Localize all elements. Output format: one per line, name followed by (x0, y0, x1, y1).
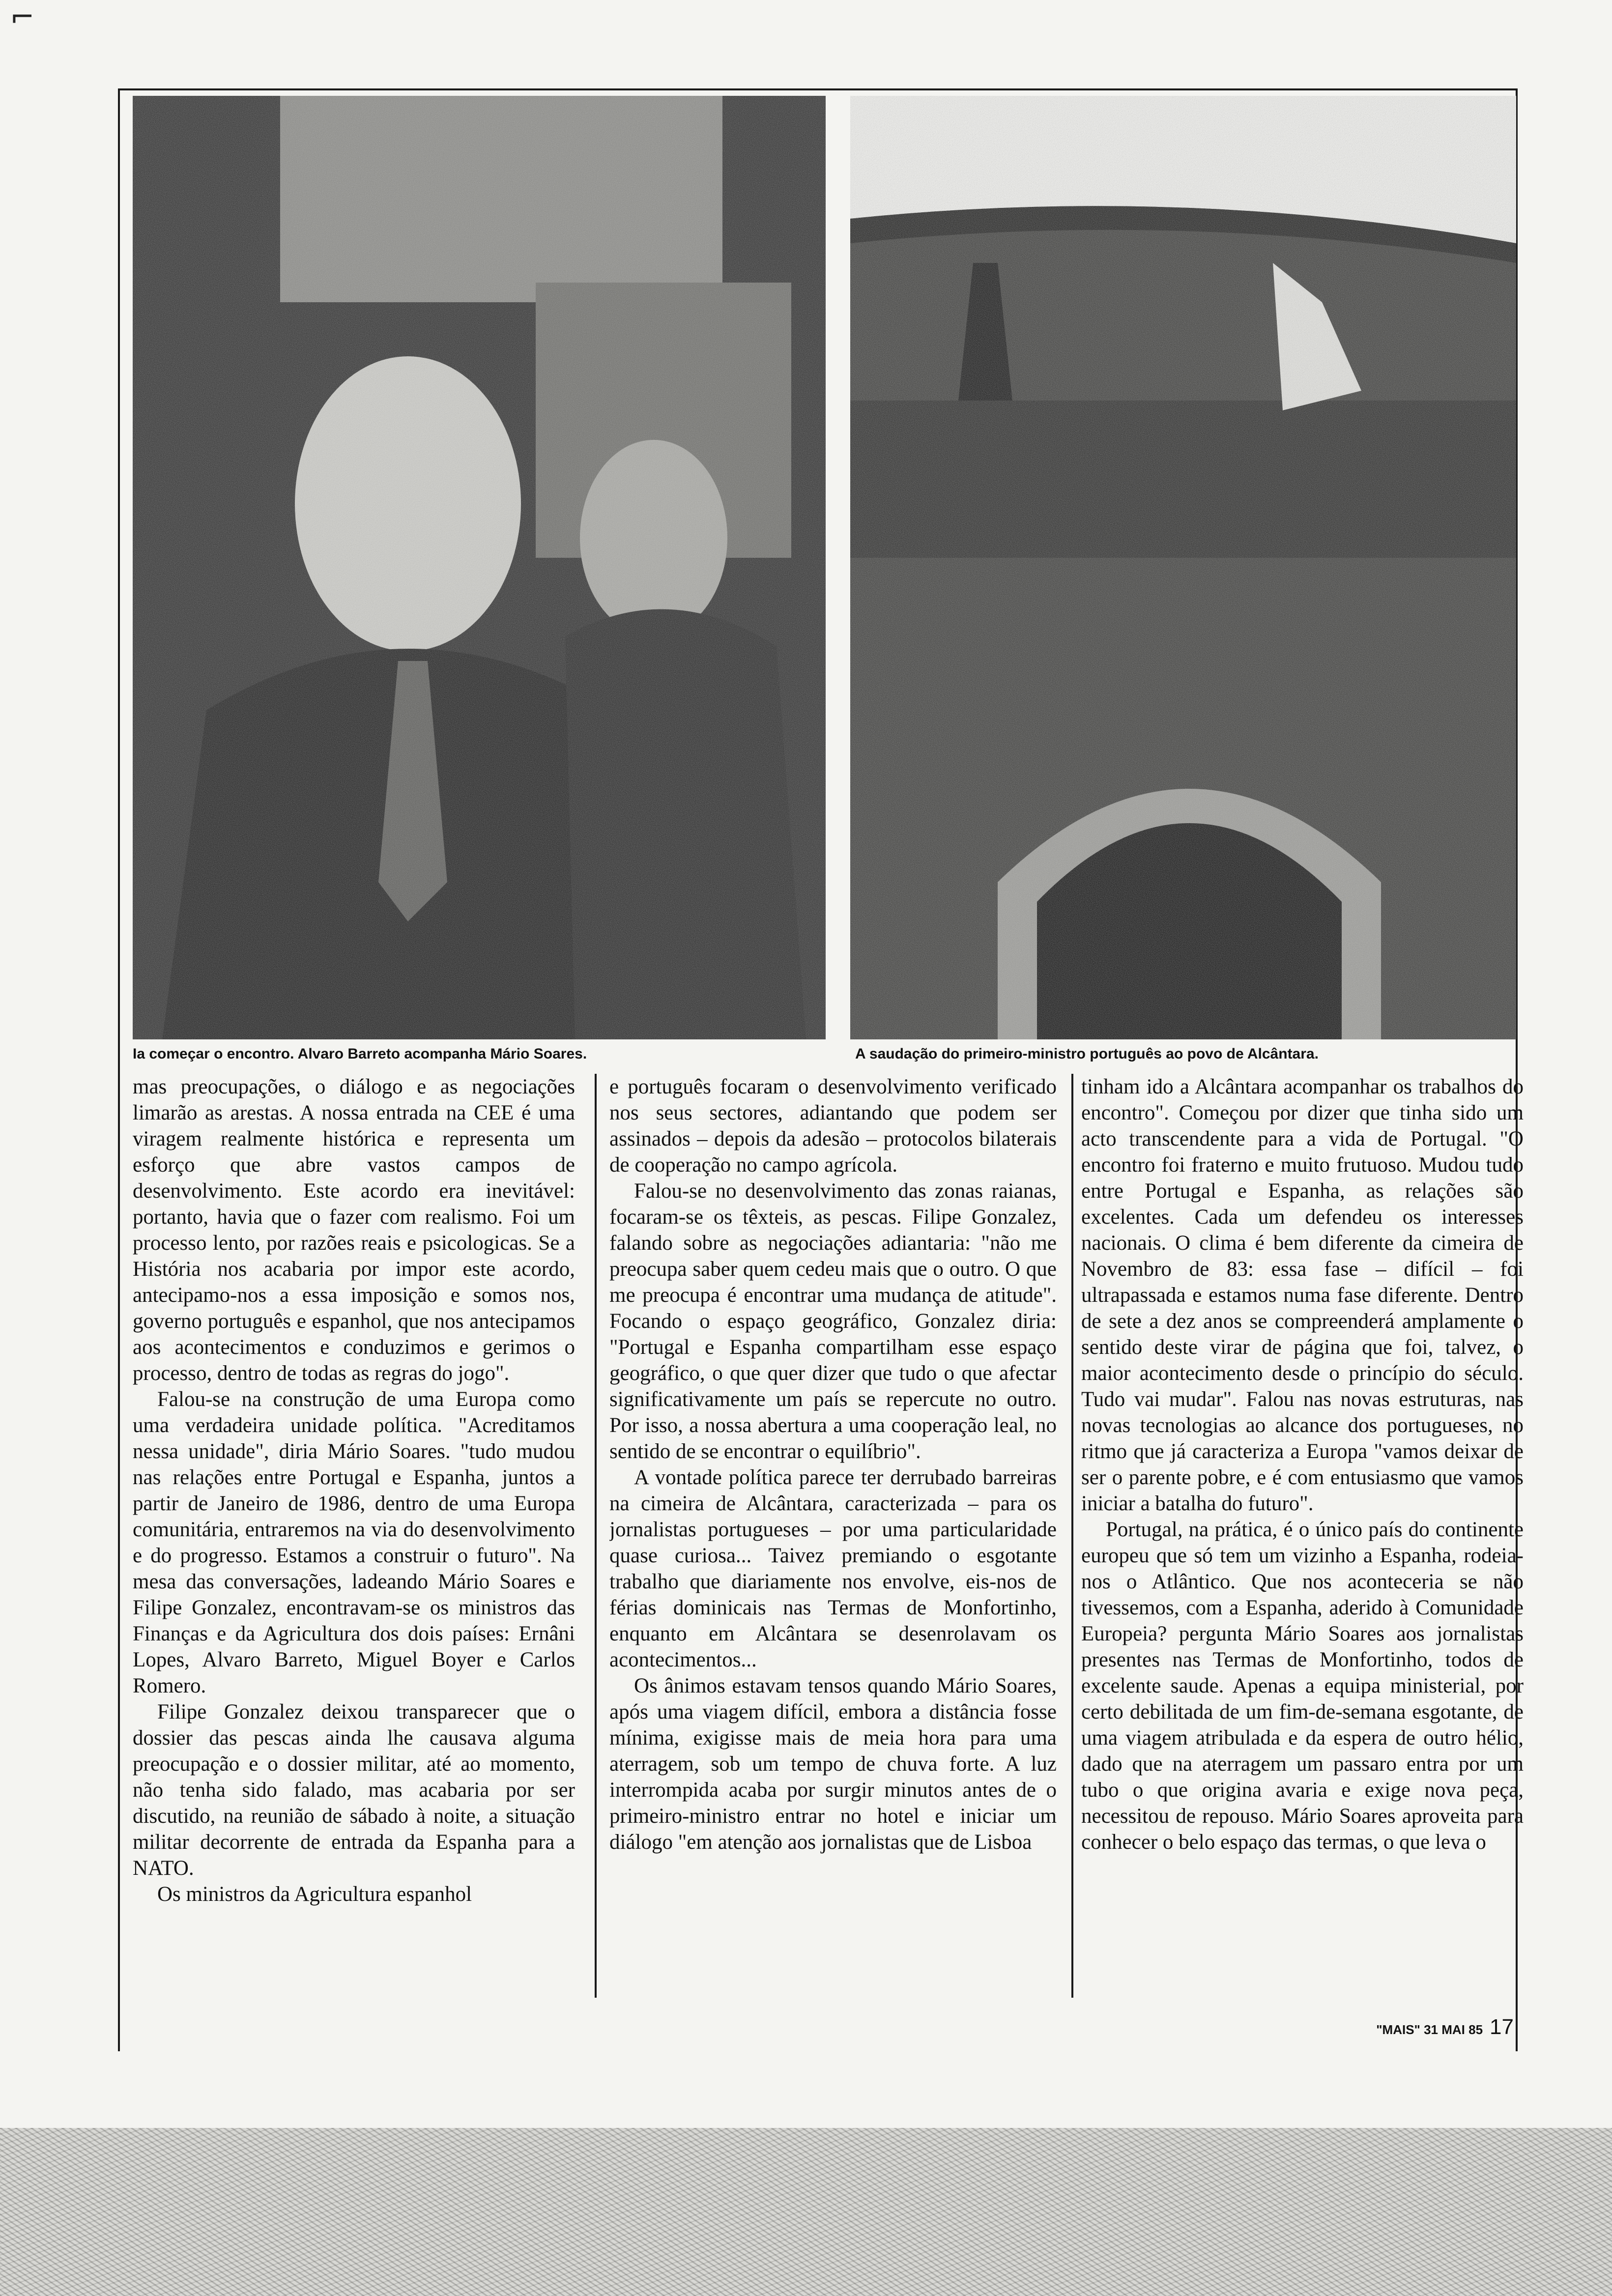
column-divider (1071, 1074, 1073, 1998)
article-paragraph: tinham ido a Alcântara acompanhar os trabalhos do encontro". Começou por dizer que tinha sido um acto transcendente para a vida de Portugal. "O encontro foi fraterno e muito frutuoso. Mudou tudo entre Portugal e Espanha, as relações são excelentes. Cada um defendeu os interesses nacionais. O clima é bem diferente da cimeira de Novembro de 83: essa fase – difícil – foi ultrapassada e estamos numa fase diferente. Dentro de sete a dez anos se compreenderá amplamente o sentido deste virar de página que foi, talvez, o maior acontecimento desde o princípio do século. Tudo vai mudar". Falou nas novas estruturas, nas novas tecnologias ao alcance dos portugueses, no ritmo que já caracteriza a Europa "vamos deixar de ser o parente pobre, e é com entusiasmo que vamos iniciar a batalha do futuro". (1081, 1075, 1524, 1515)
column-divider (595, 1074, 597, 1998)
photo-left-caption: Ia começar o encontro. Alvaro Barreto acompanha Mário Soares. (133, 1046, 587, 1062)
photo-soares-barreto (133, 96, 826, 1039)
scan-noise-band (0, 2128, 1612, 2296)
page-footer (1376, 2015, 1514, 2039)
article-paragraph: Portugal, na prática, é o único país do continente europeu que só tem um vizinho a Espanha, rodeia-nos o Atlântico. Que nos aconteceria se não tivessemos, com a Espanha, aderido à Comunidade Europeia? pergunta Mário Soares aos jornalistas presentes nas Termas de Monfortinho, todos de excelente saude. Apenas a equipa ministerial, por certo debilitada de um fim-de-semana esgotante, de uma viagem atribulada e da espera de outro hélio, dado que na aterragem um passaro entra por um tubo o que origina avaria e exige nova peça, necessitou de repouso. Mário Soares aproveita para conhecer o belo espaço das termas, o que leva o (1081, 1518, 1524, 1854)
page-number: 17 (1490, 2015, 1514, 2039)
photo-alcantara-building (850, 96, 1516, 1039)
article-column-1 (133, 1074, 575, 1998)
article-paragraph: A vontade política parece ter derrubado barreiras na cimeira de Alcântara, caracterizada – para os jornalistas portugueses – por uma particularidade quase curiosa... Taivez premiando o esgotante trabalho que diariamente nos envolve, eis-nos de férias dominicais nas Termas de Monfortinho, enquanto em Alcântara se desenrolavam os acontecimentos... (609, 1466, 1057, 1671)
article-paragraph: mas preocupações, o diálogo e as negociações limarão as arestas. A nossa entrada na CEE é uma viragem realmente histórica e representa um esforço que abre vastos campos de desenvolvimento. Este acordo era inevitável: portanto, havia que o fazer com realismo. Foi um processo lento, por razões reais e psicologicas. Se a História nos acabaria por impor este acordo, antecipamo-nos a essa imposição e somos nos, governo português e espanhol, que nos antecipamos aos acontecimentos e conduzimos e gerimos o processo, dentro de todas as regras do jogo". (133, 1075, 575, 1385)
scan-corner-mark: ⌐ (10, 0, 35, 34)
article-paragraph: Os ministros da Agricultura espanhol (157, 1883, 472, 1906)
article-paragraph: Falou-se na construção de uma Europa como uma verdadeira unidade política. "Acreditamos nessa unidade", diria Mário Soares. "tudo mudou nas relações entre Portugal e Espanha, juntos a partir de Janeiro de 1986, dentro de uma Europa comunitária, entraremos na via do desenvolvimento e do progresso. Estamos a construir o futuro". Na mesa das conversações, ladeando Mário Soares e Filipe Gonzalez, encontravam-se os ministros das Finanças e da Agricultura dos dois países: Ernâni Lopes, Alvaro Barreto, Miguel Boyer e Carlos Romero. (133, 1388, 575, 1697)
photo-right-caption: A saudação do primeiro-ministro português ao povo de Alcântara. (855, 1046, 1319, 1062)
article-paragraph: Os ânimos estavam tensos quando Mário Soares, após uma viagem difícil, embora a distância fosse mínima, exigisse mais de meia hora para uma aterragem, sob um tempo de chuva forte. A luz interrompida acaba por surgir minutos antes de o primeiro-ministro entrar no hotel e iniciar um diálogo "em atenção aos jornalistas que de Lisboa (609, 1674, 1057, 1854)
photo-left-image (133, 96, 826, 1039)
photo-right-image (850, 96, 1516, 1039)
article-column-3 (1081, 1074, 1524, 1998)
article-paragraph: Filipe Gonzalez deixou transparecer que o dossier das pescas ainda lhe causava alguma preocupação e o dossier militar, até ao momento, não tenha sido falado, mas acabaria por ser discutido, na reunião de sábado à noite, a situação militar decorrente de entrada da Espanha para a NATO. (133, 1700, 575, 1880)
publication-dateline: "MAIS" 31 MAI 85 (1376, 2022, 1483, 2037)
article-column-2 (609, 1074, 1057, 1998)
article-paragraph: e português focaram o desenvolvimento verificado nos seus sectores, adiantando que podem ser assinados – depois da adesão – protocolos bilaterais de cooperação no campo agrícola. (609, 1075, 1057, 1177)
article-paragraph: Falou-se no desenvolvimento das zonas raianas, focaram-se os têxteis, as pescas. Filipe Gonzalez, falando sobre as negociações adiantaria: "não me preocupa saber quem cedeu mais que o outro. O que me preocupa é encontrar uma mudança de atitude". Focando o espaço geográfico, Gonzalez diria: "Portugal e Espanha compartilham esse espaço geográfico, o que quer dizer que tudo o que afectar significativamente um país se repercute no outro. Por isso, a nossa abertura a uma cooperação leal, no sentido de se encontrar o equilíbrio". (609, 1179, 1057, 1463)
